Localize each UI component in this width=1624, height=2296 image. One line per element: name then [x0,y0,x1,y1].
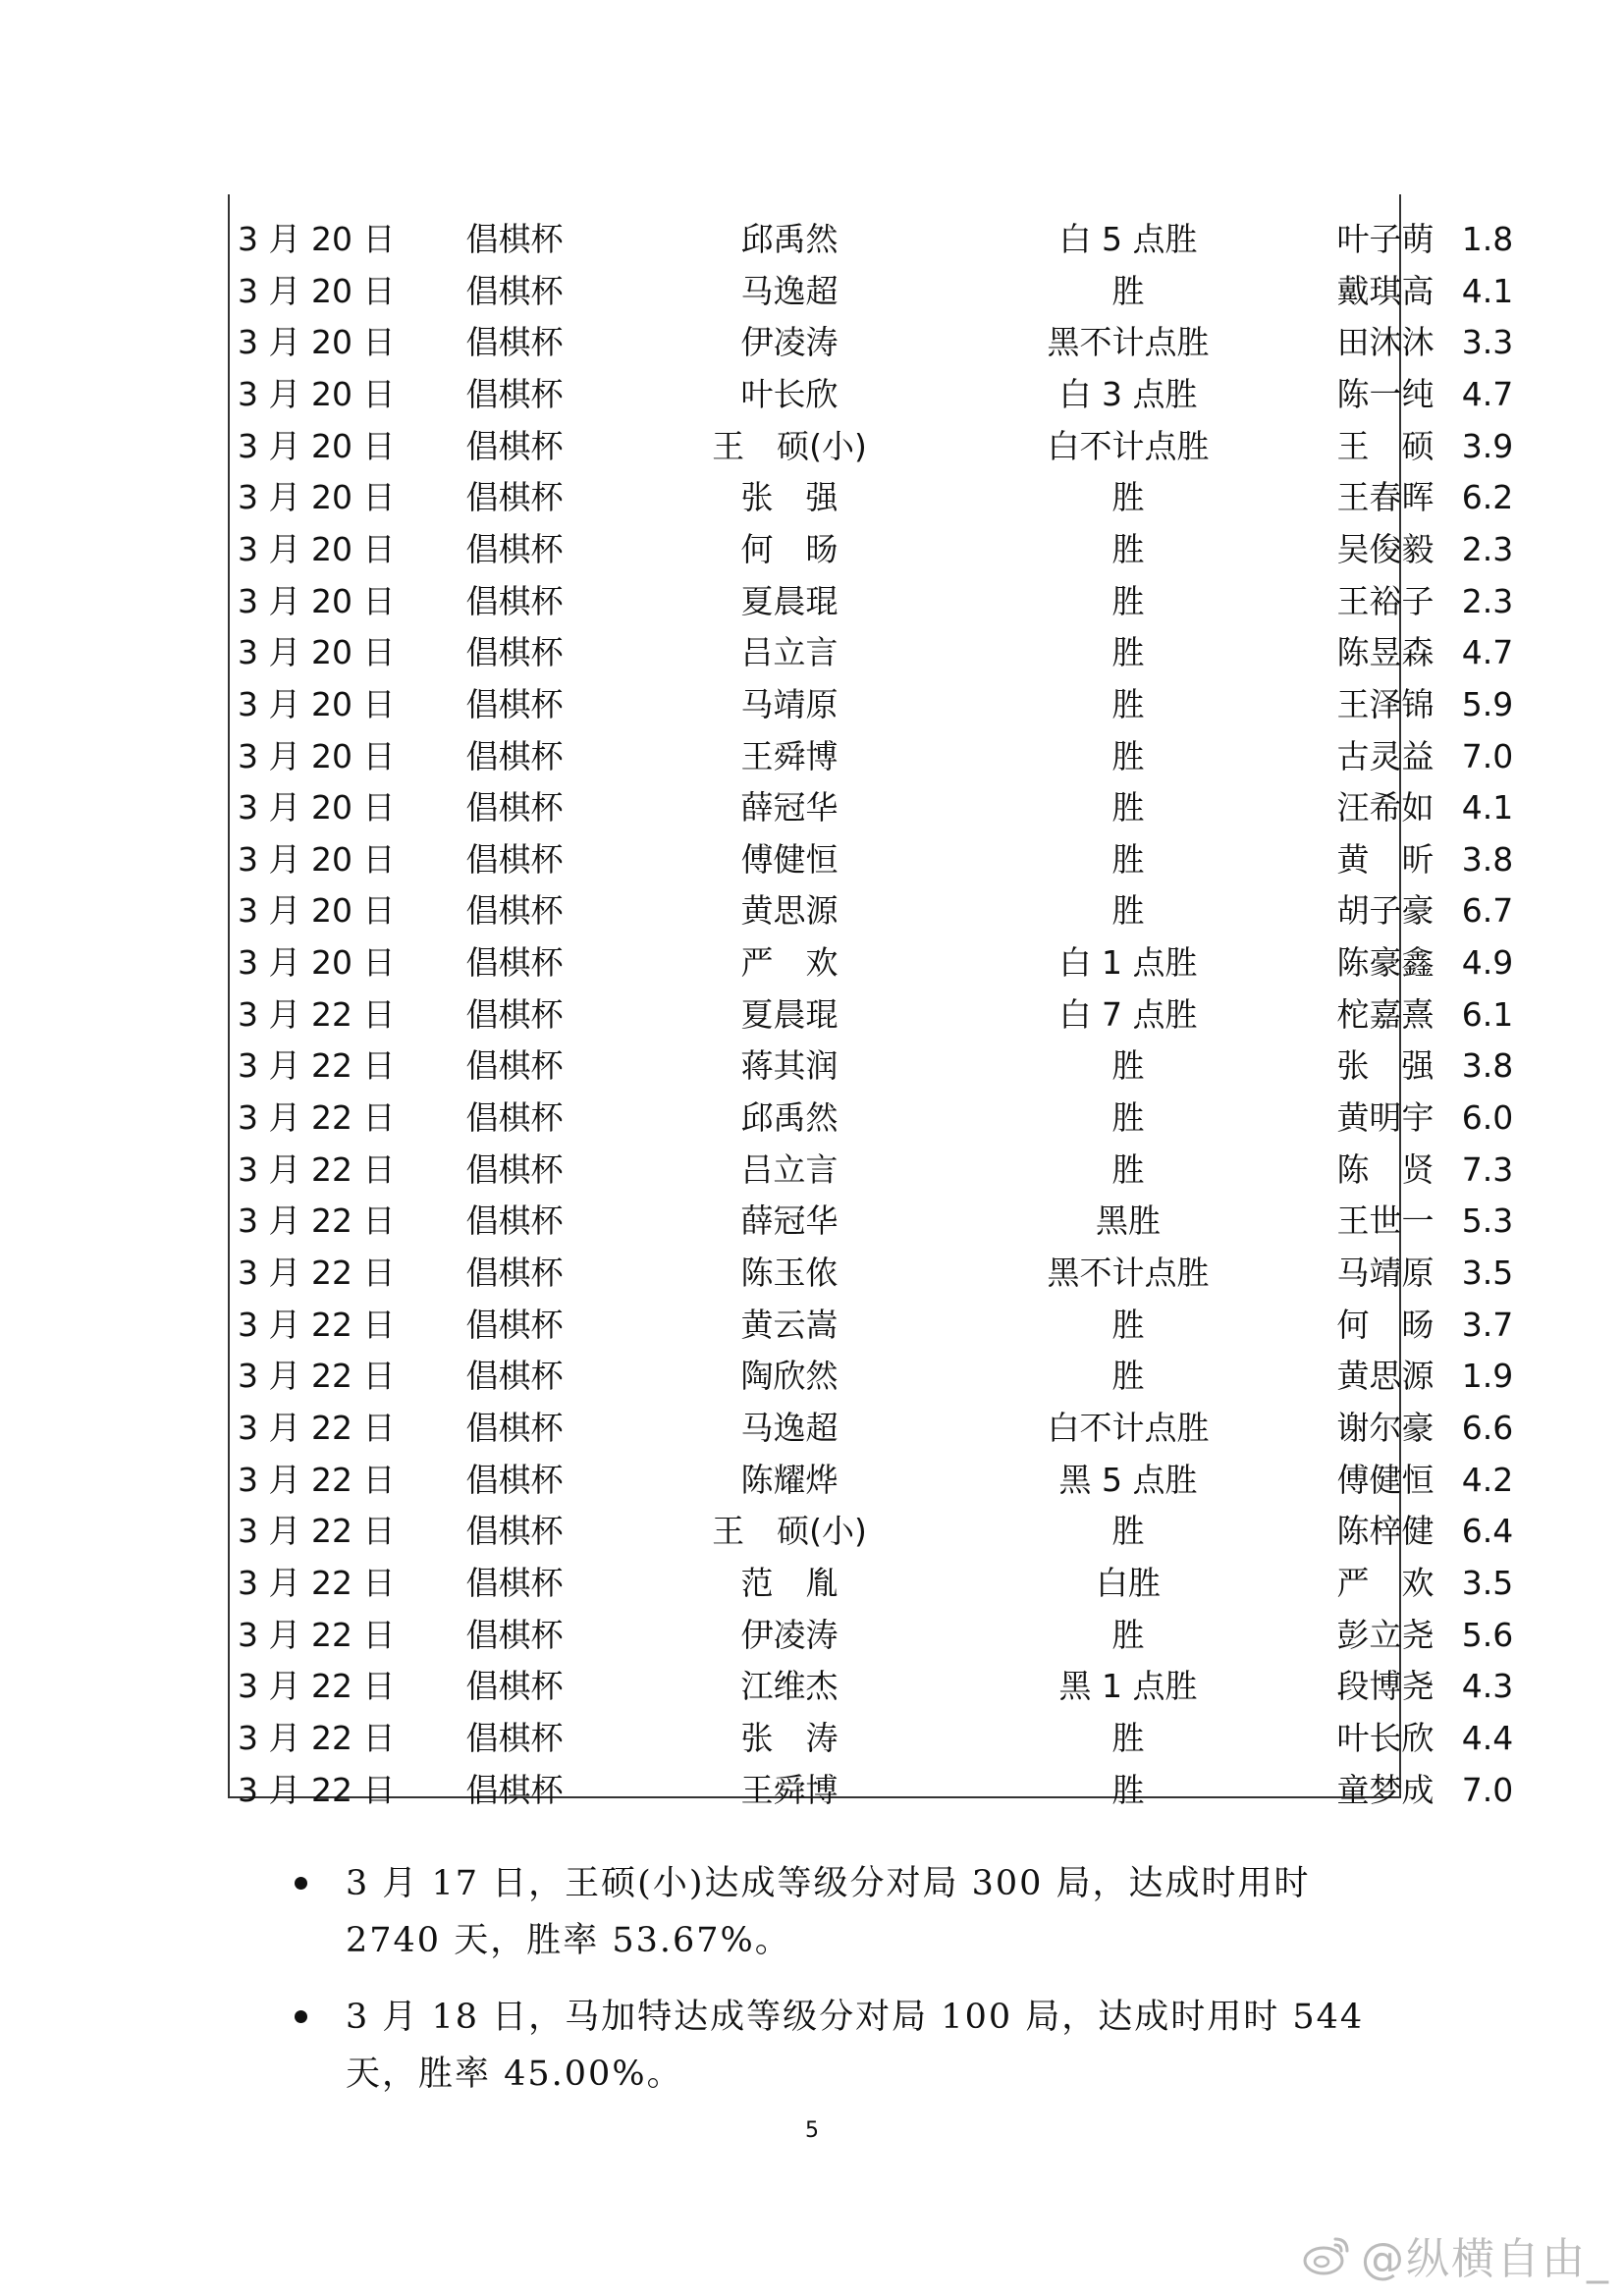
table-row [230,1765,1514,1817]
event-name: 倡棋杯 [465,994,564,1034]
event-name: 倡棋杯 [465,1512,564,1551]
white-player: 童梦成 [1336,1770,1435,1809]
game-duration: 6.2 [1461,478,1514,517]
game-results-table [228,194,1514,1809]
table-row [230,524,1514,576]
event-name: 倡棋杯 [465,891,564,931]
event-name: 倡棋杯 [465,1615,564,1654]
game-duration: 6.4 [1461,1512,1514,1551]
event-name: 倡棋杯 [465,478,564,517]
game-date: 3 月 20 日 [238,478,396,517]
black-player: 傅健恒 [740,839,839,879]
game-duration: 6.7 [1461,891,1514,931]
game-date: 3 月 22 日 [238,1563,396,1602]
game-date: 3 月 22 日 [238,1718,396,1757]
event-name: 倡棋杯 [465,1149,564,1189]
black-player: 薛冠华 [740,788,839,828]
black-player: 叶长欣 [740,374,839,413]
game-result: 白 3 点胜 [1058,374,1198,413]
black-player: 夏晨琨 [740,581,839,620]
black-player: 张 强 [740,478,839,517]
black-player: 陶欣然 [740,1357,839,1396]
game-duration: 3.7 [1461,1305,1514,1344]
game-date: 3 月 20 日 [238,891,396,931]
event-name: 倡棋杯 [465,1254,564,1292]
game-duration: 3.9 [1461,426,1514,465]
black-player: 陈耀烨 [740,1460,839,1499]
black-player: 马逸超 [740,271,839,310]
black-player: 黄云嵩 [740,1305,839,1344]
black-player: 马逸超 [740,1408,839,1447]
black-player: 吕立言 [740,633,839,672]
table-row [230,1558,1514,1610]
game-duration: 5.9 [1461,684,1514,723]
white-player: 王世一 [1336,1201,1435,1241]
game-date: 3 月 20 日 [238,736,396,775]
game-result: 胜 [1111,271,1145,310]
game-result: 胜 [1111,1615,1145,1654]
game-duration: 3.5 [1461,1254,1514,1292]
table-row [230,1196,1514,1248]
game-date: 3 月 22 日 [238,1770,396,1809]
game-result: 胜 [1111,891,1145,931]
table-row [230,1506,1514,1558]
game-date: 3 月 22 日 [238,1460,396,1499]
black-player: 夏晨琨 [740,994,839,1034]
white-player: 黄思源 [1336,1357,1435,1396]
white-player: 陈豪鑫 [1336,943,1435,983]
event-name: 倡棋杯 [465,581,564,620]
white-player: 马靖原 [1336,1254,1435,1292]
game-date: 3 月 20 日 [238,839,396,879]
event-name: 倡棋杯 [465,1357,564,1396]
table-row [230,1713,1514,1765]
game-date: 3 月 22 日 [238,1305,396,1344]
game-duration: 5.6 [1461,1615,1514,1654]
white-player: 段博尧 [1336,1667,1435,1706]
event-name: 倡棋杯 [465,1563,564,1602]
game-result: 胜 [1111,684,1145,723]
game-result: 白 1 点胜 [1058,943,1198,983]
game-date: 3 月 20 日 [238,684,396,723]
table-row [230,576,1514,628]
game-duration: 5.3 [1461,1201,1514,1241]
black-player: 何 旸 [740,529,839,568]
event-name: 倡棋杯 [465,943,564,983]
game-date: 3 月 20 日 [238,426,396,465]
game-result: 胜 [1111,1512,1145,1551]
note-text: 3 月 17 日，王硕(小)达成等级分对局 300 局，达成时用时 2740 天，胜率 53.67%。 [346,1864,1311,1960]
white-player: 陈梓健 [1336,1512,1435,1551]
game-duration: 7.0 [1461,736,1514,775]
game-duration: 3.8 [1461,839,1514,879]
table-row [230,834,1514,886]
game-duration: 4.4 [1461,1718,1514,1757]
bullet-dot-icon [295,1877,307,1890]
event-name: 倡棋杯 [465,788,564,828]
game-date: 3 月 20 日 [238,633,396,672]
white-player: 陈昱森 [1336,633,1435,672]
game-date: 3 月 22 日 [238,1615,396,1654]
table-row [230,1093,1514,1145]
black-player: 黄思源 [740,891,839,931]
game-result: 胜 [1111,1770,1145,1809]
white-player: 汪希如 [1336,788,1435,828]
table-row [230,266,1514,318]
game-duration: 4.9 [1461,943,1514,983]
white-player: 古灵益 [1336,736,1435,775]
event-name: 倡棋杯 [465,1098,564,1138]
game-result: 胜 [1111,839,1145,879]
white-player: 吴俊毅 [1336,529,1435,568]
game-duration: 6.6 [1461,1408,1514,1447]
black-player: 伊凌涛 [740,323,839,362]
white-player: 王春晖 [1336,478,1435,517]
event-name: 倡棋杯 [465,1770,564,1809]
game-date: 3 月 20 日 [238,581,396,620]
table-row [230,1661,1514,1713]
table-row [230,885,1514,937]
game-date: 3 月 22 日 [238,1046,396,1086]
game-result: 胜 [1111,529,1145,568]
game-result: 胜 [1111,581,1145,620]
game-duration: 6.1 [1461,994,1514,1034]
game-duration: 7.3 [1461,1149,1514,1189]
white-player: 胡子豪 [1336,891,1435,931]
event-name: 倡棋杯 [465,220,564,258]
event-name: 倡棋杯 [465,426,564,465]
white-player: 王裕子 [1336,581,1435,620]
game-date: 3 月 22 日 [238,1667,396,1706]
black-player: 王舜博 [740,1770,839,1809]
event-name: 倡棋杯 [465,374,564,413]
table-row [230,679,1514,731]
table-row [230,369,1514,421]
game-result: 胜 [1111,788,1145,828]
weibo-logo-icon [1302,2233,1353,2276]
game-date: 3 月 22 日 [238,1149,396,1189]
watermark [1302,2225,1610,2284]
game-result: 黑不计点胜 [1047,1254,1210,1292]
event-name: 倡棋杯 [465,684,564,723]
white-player: 张 强 [1336,1046,1435,1086]
event-name: 倡棋杯 [465,529,564,568]
game-result: 白胜 [1096,1563,1161,1602]
game-date: 3 月 20 日 [238,529,396,568]
table-row [230,731,1514,783]
game-date: 3 月 20 日 [238,323,396,362]
game-duration: 3.8 [1461,1046,1514,1086]
table-row [230,1248,1514,1300]
game-result: 胜 [1111,633,1145,672]
game-date: 3 月 22 日 [238,1357,396,1396]
game-date: 3 月 20 日 [238,374,396,413]
black-player: 薛冠华 [740,1201,839,1241]
white-player: 黄明宇 [1336,1098,1435,1138]
white-player: 陈 贤 [1336,1149,1435,1189]
black-player: 王舜博 [740,736,839,775]
black-player: 王 硕(小) [712,426,867,465]
game-result: 白 7 点胜 [1058,994,1198,1034]
white-player: 戴琪高 [1336,271,1435,310]
game-result: 黑不计点胜 [1047,323,1210,362]
table-row [230,1300,1514,1352]
table-row [230,317,1514,369]
game-duration: 4.7 [1461,374,1514,413]
event-name: 倡棋杯 [465,1408,564,1447]
table-row [230,472,1514,524]
black-player: 马靖原 [740,684,839,723]
event-name: 倡棋杯 [465,323,564,362]
game-date: 3 月 22 日 [238,1254,396,1292]
game-date: 3 月 20 日 [238,788,396,828]
white-player: 何 旸 [1336,1305,1435,1344]
white-player: 傅健恒 [1336,1460,1435,1499]
white-player: 叶长欣 [1336,1718,1435,1757]
game-result: 胜 [1111,1718,1145,1757]
game-result: 胜 [1111,1149,1145,1189]
notes-list [295,1855,1365,2122]
table-row [230,1610,1514,1662]
table-row [230,1041,1514,1093]
table-row [230,1455,1514,1507]
game-duration: 4.1 [1461,788,1514,828]
white-player: 王泽锦 [1336,684,1435,723]
bullet-dot-icon [295,2010,307,2023]
event-name: 倡棋杯 [465,271,564,310]
game-result: 白不计点胜 [1047,426,1210,465]
white-player: 严 欢 [1336,1563,1435,1602]
page-number: 5 [805,2118,819,2143]
white-player: 叶子萌 [1336,220,1435,258]
white-player: 柁嘉熹 [1336,994,1435,1034]
game-duration: 2.3 [1461,529,1514,568]
white-player: 黄 昕 [1336,839,1435,879]
game-date: 3 月 22 日 [238,1512,396,1551]
black-player: 范 胤 [740,1563,839,1602]
black-player: 蒋其润 [740,1046,839,1086]
game-duration: 4.3 [1461,1667,1514,1706]
game-date: 3 月 20 日 [238,220,396,258]
black-player: 陈玉侬 [740,1254,839,1292]
game-date: 3 月 22 日 [238,1201,396,1241]
game-duration: 4.2 [1461,1460,1514,1499]
game-result: 黑 1 点胜 [1058,1667,1198,1706]
game-duration: 3.5 [1461,1563,1514,1602]
game-result: 黑胜 [1096,1201,1161,1241]
table-row [230,937,1514,989]
white-player: 谢尔豪 [1336,1408,1435,1447]
list-item [295,1855,1365,1969]
game-date: 3 月 22 日 [238,1098,396,1138]
white-player: 田沐沐 [1336,323,1435,362]
black-player: 王 硕(小) [712,1512,867,1551]
black-player: 邱禹然 [740,220,839,258]
black-player: 吕立言 [740,1149,839,1189]
game-result: 胜 [1111,1305,1145,1344]
white-player: 彭立尧 [1336,1615,1435,1654]
event-name: 倡棋杯 [465,633,564,672]
table-row [230,1351,1514,1403]
black-player: 邱禹然 [740,1098,839,1138]
table-row [230,627,1514,679]
black-player: 严 欢 [740,943,839,983]
event-name: 倡棋杯 [465,1201,564,1241]
game-result: 胜 [1111,1046,1145,1086]
table-row [230,782,1514,834]
game-result: 白 5 点胜 [1058,220,1198,258]
event-name: 倡棋杯 [465,1460,564,1499]
black-player: 伊凌涛 [740,1615,839,1654]
watermark-text: @纵横自由_ [1361,2234,1610,2284]
game-date: 3 月 22 日 [238,1408,396,1447]
game-result: 胜 [1111,1357,1145,1396]
event-name: 倡棋杯 [465,736,564,775]
game-date: 3 月 20 日 [238,271,396,310]
event-name: 倡棋杯 [465,1046,564,1086]
table-row [230,1403,1514,1455]
black-player: 张 涛 [740,1718,839,1757]
game-result: 黑 5 点胜 [1058,1460,1198,1499]
table-row [230,421,1514,473]
game-result: 胜 [1111,1098,1145,1138]
game-result: 胜 [1111,478,1145,517]
event-name: 倡棋杯 [465,839,564,879]
game-duration: 2.3 [1461,581,1514,620]
game-duration: 3.3 [1461,323,1514,362]
table-row [230,1145,1514,1197]
game-result: 白不计点胜 [1047,1408,1210,1447]
game-duration: 1.9 [1461,1357,1514,1396]
event-name: 倡棋杯 [465,1718,564,1757]
game-result: 胜 [1111,736,1145,775]
game-date: 3 月 22 日 [238,994,396,1034]
event-name: 倡棋杯 [465,1667,564,1706]
game-duration: 1.8 [1461,220,1514,258]
game-duration: 4.7 [1461,633,1514,672]
table-row [230,989,1514,1041]
game-date: 3 月 20 日 [238,943,396,983]
black-player: 江维杰 [740,1667,839,1706]
game-duration: 4.1 [1461,271,1514,310]
note-text: 3 月 18 日，马加特达成等级分对局 100 局，达成时用时 544 天，胜率 45.00%。 [346,1998,1365,2094]
white-player: 王 硕 [1336,426,1435,465]
game-duration: 7.0 [1461,1770,1514,1809]
list-item [295,1989,1365,2103]
game-duration: 6.0 [1461,1098,1514,1138]
white-player: 陈一纯 [1336,374,1435,413]
event-name: 倡棋杯 [465,1305,564,1344]
table-row [230,214,1514,266]
